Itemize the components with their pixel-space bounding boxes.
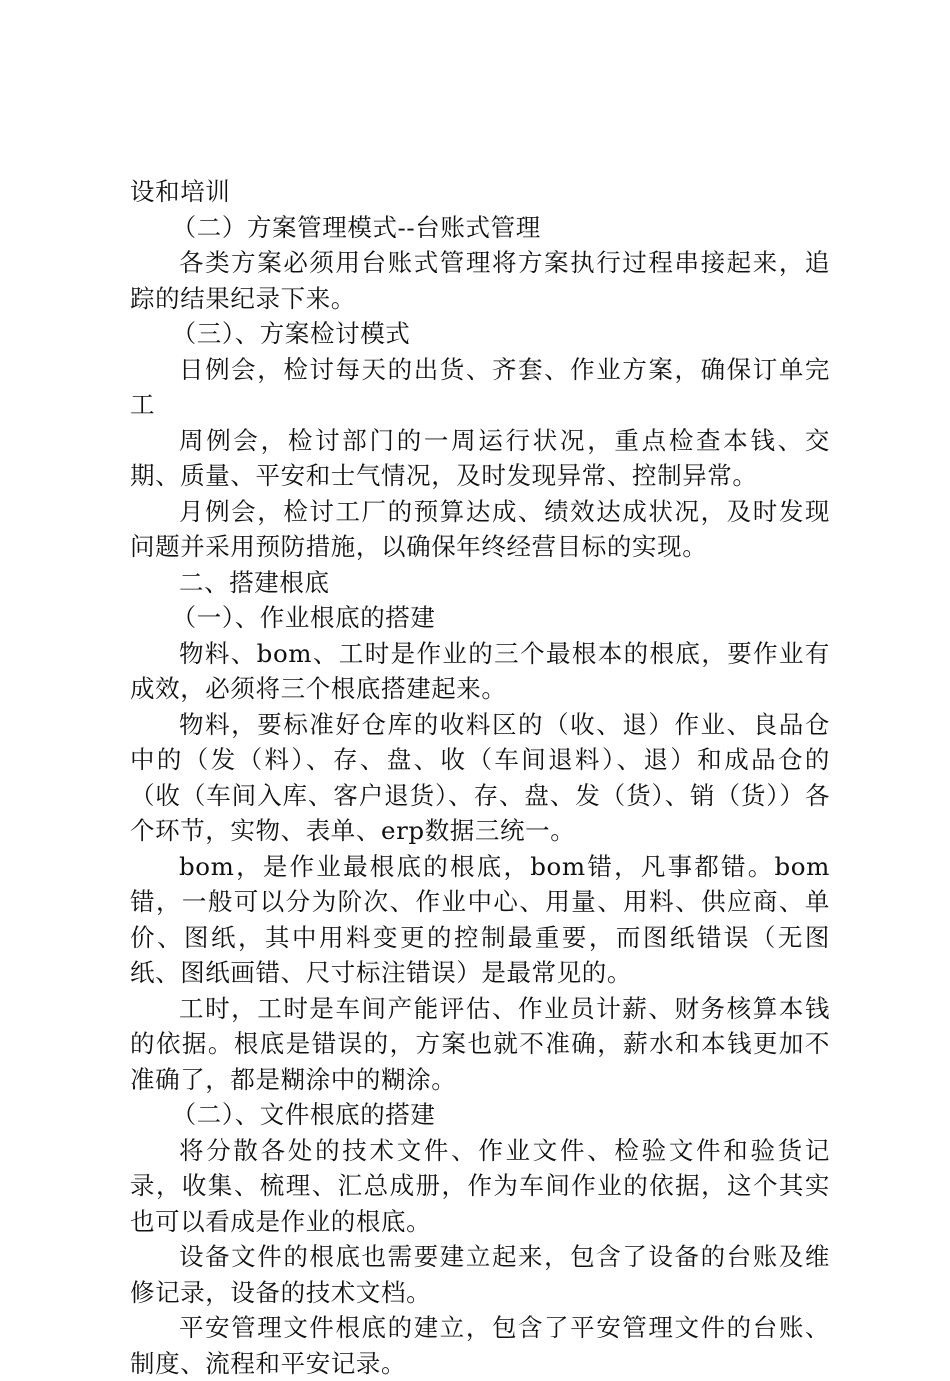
paragraph: bom，是作业最根底的根底，bom错，凡事都错。bom错，一般可以分为阶次、作业中心、用量、用料、供应商、单价、图纸，其中用料变更的控制最重要，而图纸错误（无图纸、图纸画错、尺寸标注错误）是最常见的。 [130,851,830,987]
paragraph: 将分散各处的技术文件、作业文件、检验文件和验货记录，收集、梳理、汇总成册，作为车间作业的依据，这个其实也可以看成是作业的根底。 [130,1135,830,1236]
paragraph: 月例会，检讨工厂的预算达成、绩效达成状况，及时发现问题并采用预防措施，以确保年终经营目标的实现。 [130,496,830,561]
section-heading-document-foundation: （二）、文件根底的搭建 [171,1100,436,1129]
paragraph-continuation: 设和培训 [130,177,231,206]
paragraph: 物料，要标准好仓库的收料区的（收、退）作业、良品仓中的（发（料）、存、盘、收（车间退料）、退）和成品仓的（收（车间入库、客户退货）、存、盘、发（货）、销（货））各个环节，实物、表单、erp数据三统一。 [130,709,830,845]
paragraph: 工时，工时是车间产能评估、作业员计薪、财务核算本钱的依据。根底是错误的，方案也就不准确，薪水和本钱更加不准确了，都是糊涂中的糊涂。 [130,993,830,1094]
paragraph: 物料、bom、工时是作业的三个最根本的根底，要作业有成效，必须将三个根底搭建起来。 [130,638,830,703]
section-heading-build-foundation: 二、搭建根底 [179,567,330,597]
document-body [130,174,830,1381]
paragraph: 日例会，检讨每天的出货、齐套、作业方案，确保订单完工 [130,354,830,419]
section-heading-operation-foundation: （一）、作业根底的搭建 [171,603,436,632]
section-heading-plan-review: （三）、方案检讨模式 [171,319,411,348]
paragraph: 各类方案必须用台账式管理将方案执行过程串接起来，追踪的结果纪录下来。 [130,248,830,313]
paragraph: 周例会，检讨部门的一周运行状况，重点检查本钱、交期、质量、平安和士气情况，及时发现异常、控制异常。 [130,425,830,490]
paragraph: 平安管理文件根底的建立，包含了平安管理文件的台账、制度、流程和平安记录。 [130,1313,830,1378]
section-heading-plan-management: （二）方案管理模式--台账式管理 [171,212,541,242]
paragraph: 设备文件的根底也需要建立起来，包含了设备的台账及维修记录，设备的技术文档。 [130,1242,830,1307]
